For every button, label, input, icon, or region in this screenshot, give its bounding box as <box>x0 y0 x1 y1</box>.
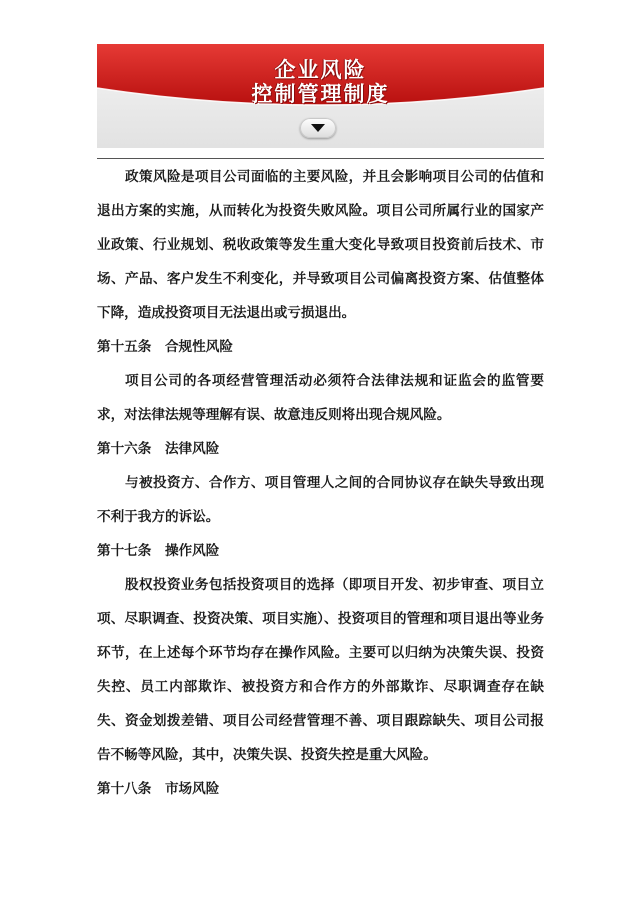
paragraph-operational-risk: 股权投资业务包括投资项目的选择（即项目开发、初步审查、项目立项、尽职调查、投资决策、项目实施）、投资项目的管理和项目退出等业务环节，在上述每个环节均存在操作风险。主要可以归纳为决策失误、投资失控、员工内部欺诈、被投资方和合作方的外部欺诈、尽职调查存在缺失、资金划拨差错、项目公司经营管理不善、项目跟踪缺失、项目公司报告不畅等风险，其中，决策失误、投资失控是重大风险。 <box>97 577 544 763</box>
banner-title-line1: 企业风险 <box>274 58 367 82</box>
document-body <box>97 160 544 806</box>
divider <box>97 158 544 159</box>
expand-button[interactable] <box>300 118 336 138</box>
banner-title-line2: 控制管理制度 <box>251 82 390 106</box>
paragraph-legal-risk: 与被投资方、合作方、项目管理人之间的合同协议存在缺失导致出现不利于我方的诉讼。 <box>97 475 544 525</box>
paragraph-compliance-risk: 项目公司的各项经营管理活动必须符合法律法规和证监会的监管要求，对法律法规等理解有误、故意违反则将出现合规风险。 <box>97 373 544 423</box>
chevron-down-icon <box>311 124 325 132</box>
header-banner <box>97 44 544 148</box>
article-15-heading: 第十五条 合规性风险 <box>97 339 233 355</box>
article-18-heading: 第十八条 市场风险 <box>97 781 220 797</box>
article-16-heading: 第十六条 法律风险 <box>97 441 220 457</box>
paragraph-policy-risk: 政策风险是项目公司面临的主要风险，并且会影响项目公司的估值和退出方案的实施，从而转化为投资失败风险。项目公司所属行业的国家产业政策、行业规划、税收政策等发生重大变化导致项目投资前后技术、市场、产品、客户发生不利变化，并导致项目公司偏离投资方案、估值整体下降，造成投资项目无法退出或亏损退出。 <box>97 169 544 321</box>
article-17-heading: 第十七条 操作风险 <box>97 543 220 559</box>
